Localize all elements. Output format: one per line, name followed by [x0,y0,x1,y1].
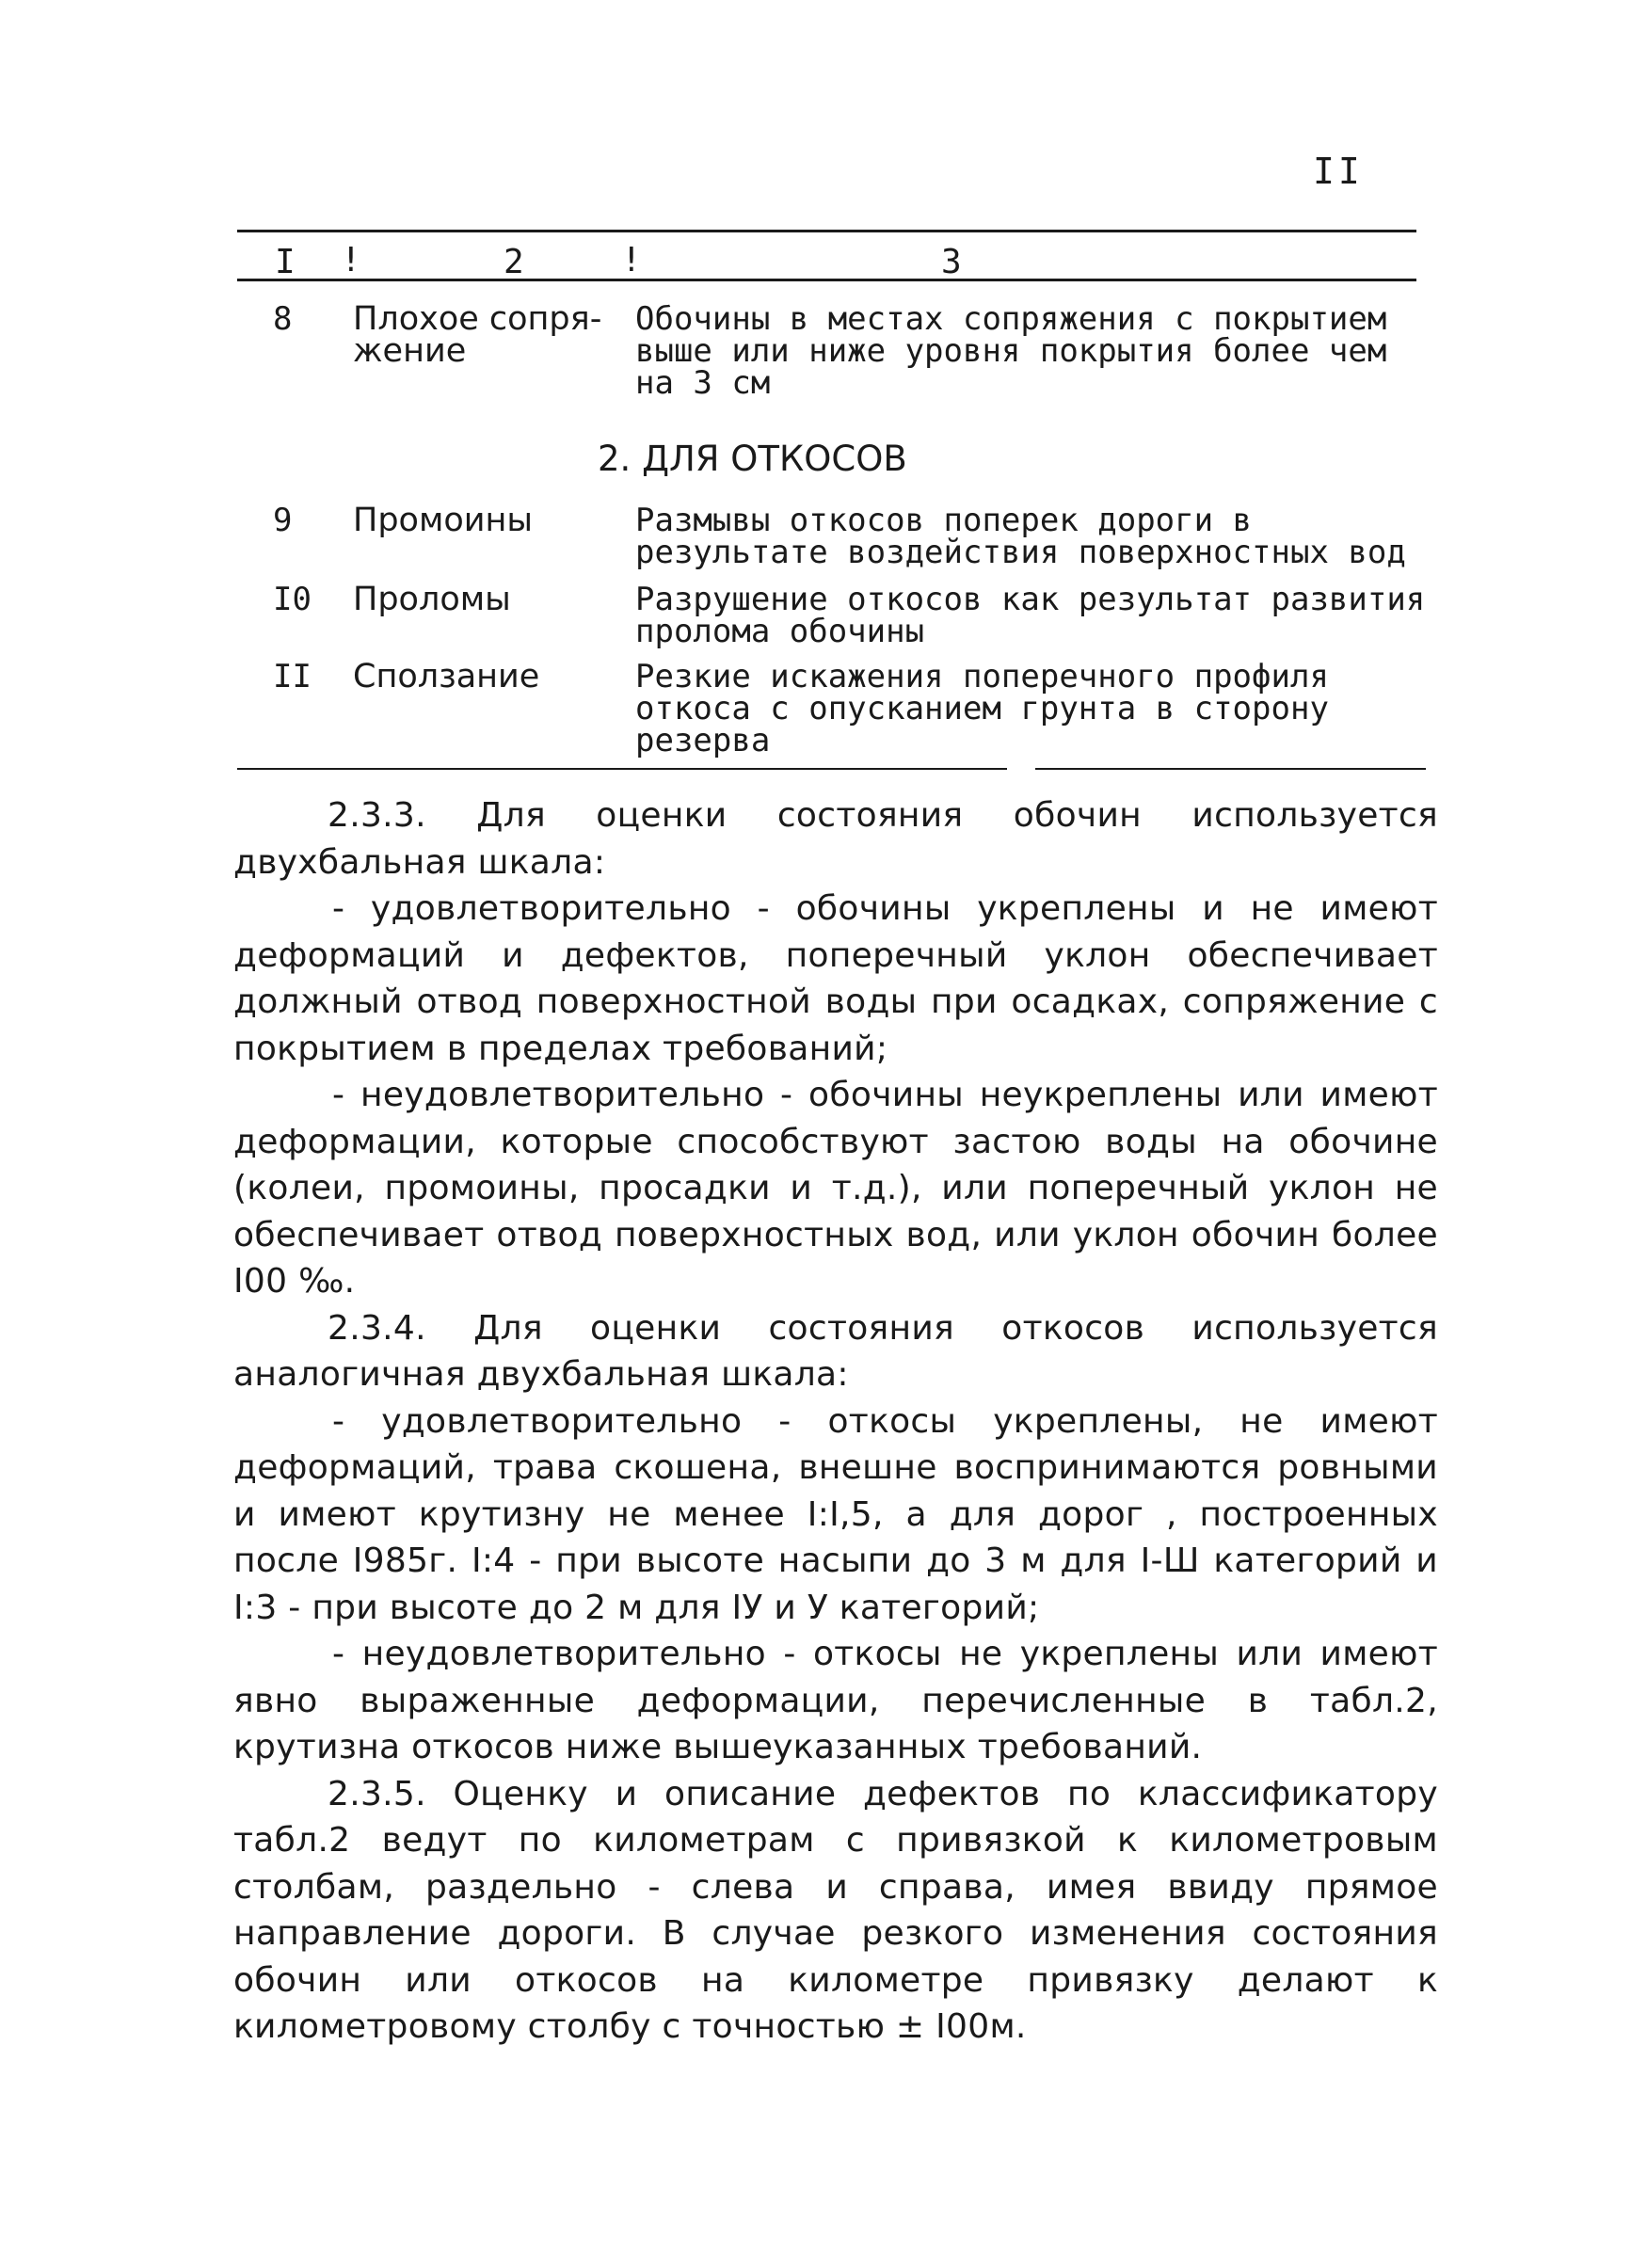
paragraph-2-3-5: 2.3.5. Оценку и описание дефектов по классификатору табл.2 ведут по километрам с привязкой к километровым столбам, раздельно - слева и справа, имея ввиду прямое направление дороги. В случае резкого изменения состояния обочин или откосов на километре привязку делают к километровому столбу с точностью ± I00м. [233,1774,1438,2046]
paragraph-2-3-4-satisfactory: - удовлетворительно - откосы укреплены, не имеют деформаций, трава скошена, внешне воспринимаются ровными и имеют крутизну не менее I:I,5, а для дорог , построенных после I985г. I:4 - при высоте насыпи до 3 м для I-Ш категорий и I:3 - при высоте до 2 м для IУ и У категорий; [233,1401,1438,1627]
row-description: Резкие искажения поперечного профиля откоса с опусканием грунта в сторону резерва [635,658,1329,759]
table-bottom-rule [1035,768,1426,770]
row-number: 8 [273,300,293,338]
table-header-col3: 3 [941,243,962,281]
row-number: I0 [273,581,312,618]
row-number: 9 [273,502,293,539]
table-header-rule [237,279,1416,281]
table-header-sep2: ! [621,241,642,280]
paragraph-2-3-4: 2.3.4. Для оценки состояния откосов используется аналогичная двухбальная шкала: [233,1308,1438,1394]
body-text [233,792,1438,2051]
row-description: Обочины в местах сопряжения с покрытием выше или ниже уровня покрытия более чем на 3 см [635,300,1387,402]
page-number: II [1313,151,1364,192]
table-header-col1: I [275,243,296,281]
row-name: Плохое сопря- жение [353,300,602,370]
paragraph-2-3-3-satisfactory: - удовлетворительно - обочины укреплены и не имеют деформаций и дефектов, поперечный уклон обеспечивает должный отвод поверхностной воды при осадках, сопряжение с покрытием в пределах требований; [233,889,1438,1068]
row-number: II [273,658,312,695]
section-title: 2. ДЛЯ ОТКОСОВ [598,439,907,479]
row-description: Разрушение откосов как результат развития пролома обочины [635,581,1426,650]
table-top-rule [237,230,1416,232]
row-name: Сползание [353,658,540,695]
paragraph-2-3-3-unsatisfactory: - неудовлетворительно - обочины неукреплены или имеют деформации, которые способствуют застою воды на обочине (колеи, промоины, просадки и т.д.), или поперечный уклон не обеспечивает отвод поверхностных вод, или уклон обочин более I00 ‰. [233,1076,1438,1301]
table-bottom-rule [237,768,1007,770]
paragraph-2-3-4-unsatisfactory: - неудовлетворительно - откосы не укреплены или имеют явно выраженные деформации, перечисленные в табл.2, крутизна откосов ниже вышеуказанных требований. [233,1635,1438,1766]
row-name: Проломы [353,581,511,618]
table-header-col2: 2 [504,243,524,281]
row-description: Размывы откосов поперек дороги в результате воздействия поверхностных вод [635,502,1406,571]
row-name: Промоины [353,502,534,539]
paragraph-2-3-3: 2.3.3. Для оценки состояния обочин используется двухбальная шкала: [233,796,1438,882]
table-header-sep1: ! [341,241,361,280]
